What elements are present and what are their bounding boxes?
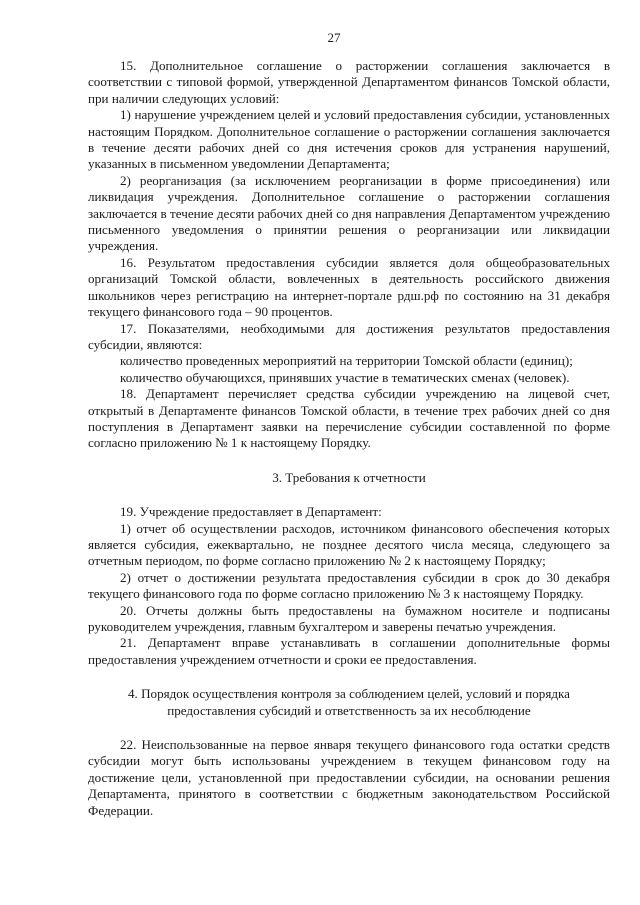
paragraph-18: 18. Департамент перечисляет средства субсидии учреждению на лицевой счет, открытый в Департаменте финансов Томской области, в течение трех рабочих дней со дня поступления в Департамент заявки на перечисление субсидии составленной по форме согласно приложению № 1 к настоящему Порядку.: [88, 386, 610, 451]
paragraph-15-item-2: 2) реорганизация (за исключением реорганизации в форме присоединения) или ликвидация учреждения. Дополнительное соглашение о расторжении соглашения заключается в течение десяти рабочих дней со дня направления Департаментом учреждению письменного уведомления о принятии решения о реорганизации или ликвидации учреждения.: [88, 172, 610, 254]
paragraph-19: 19. Учреждение предоставляет в Департамент:: [120, 504, 382, 520]
section-heading-4-line-2: предоставления субсидий и ответственность за их несоблюдение: [167, 702, 531, 718]
paragraph-15: 15. Дополнительное соглашение о расторжении соглашения заключается в соответствии с типовой формой, утвержденной Департаментом финансов Томской области, при наличии следующих условий:: [88, 58, 610, 106]
paragraph-15-item-1: 1) нарушение учреждением целей и условий предоставления субсидии, установленных настоящим Порядком. Дополнительное соглашение о расторжении соглашения заключается в течение десяти рабочих дней со дня истечения сроков для устранения нарушений, указанных в письменном уведомлении Департамента;: [88, 107, 610, 172]
paragraph-21: 21. Департамент вправе устанавливать в соглашении дополнительные формы предоставления учреждением отчетности и сроки ее предоставления.: [88, 635, 610, 667]
paragraph-17-item-1: количество проведенных мероприятий на территории Томской области (единиц);: [120, 353, 573, 369]
paragraph-17-item-2: количество обучающихся, принявших участие в тематических сменах (человек).: [120, 369, 570, 385]
paragraph-17: 17. Показателями, необходимыми для достижения результатов предоставления субсидии, являются:: [88, 320, 610, 352]
paragraph-19-item-2: 2) отчет о достижении результата предоставления субсидии в срок до 30 декабря текущего финансового года по форме согласно приложению № 3 к настоящему Порядку.: [88, 569, 610, 602]
paragraph-22: 22. Неиспользованные на первое января текущего финансового года остатки средств субсидии могут быть использованы учреждением в текущем финансовом году на достижение цели, установленной при предоставлении субсидии, на основании решения Департамента, принятого в соответствии с бюджетным законодательством Российской Федерации.: [88, 737, 610, 818]
section-heading-3: 3. Требования к отчетности: [272, 469, 426, 485]
paragraph-20: 20. Отчеты должны быть предоставлены на бумажном носителе и подписаны руководителем учреждения, главным бухгалтером и заверены печатью учреждения.: [88, 602, 610, 634]
section-heading-4-line-1: 4. Порядок осуществления контроля за соблюдением целей, условий и порядка: [127, 686, 570, 702]
page-number: 27: [327, 30, 341, 45]
paragraph-19-item-1: 1) отчет об осуществлении расходов, источником финансового обеспечения которых является субсидия, ежеквартально, не позднее десятого числа месяца, следующего за отчетным периодом, по форме согласно приложению № 2 к настоящему Порядку;: [88, 520, 610, 569]
paragraph-16: 16. Результатом предоставления субсидии является доля общеобразовательных организаций Томской области, вовлеченных в деятельность российского движения школьников через регистрацию на интернет-портале рдш.рф по состоянию на 31 декабря текущего финансового года – 90 процентов.: [88, 254, 610, 320]
